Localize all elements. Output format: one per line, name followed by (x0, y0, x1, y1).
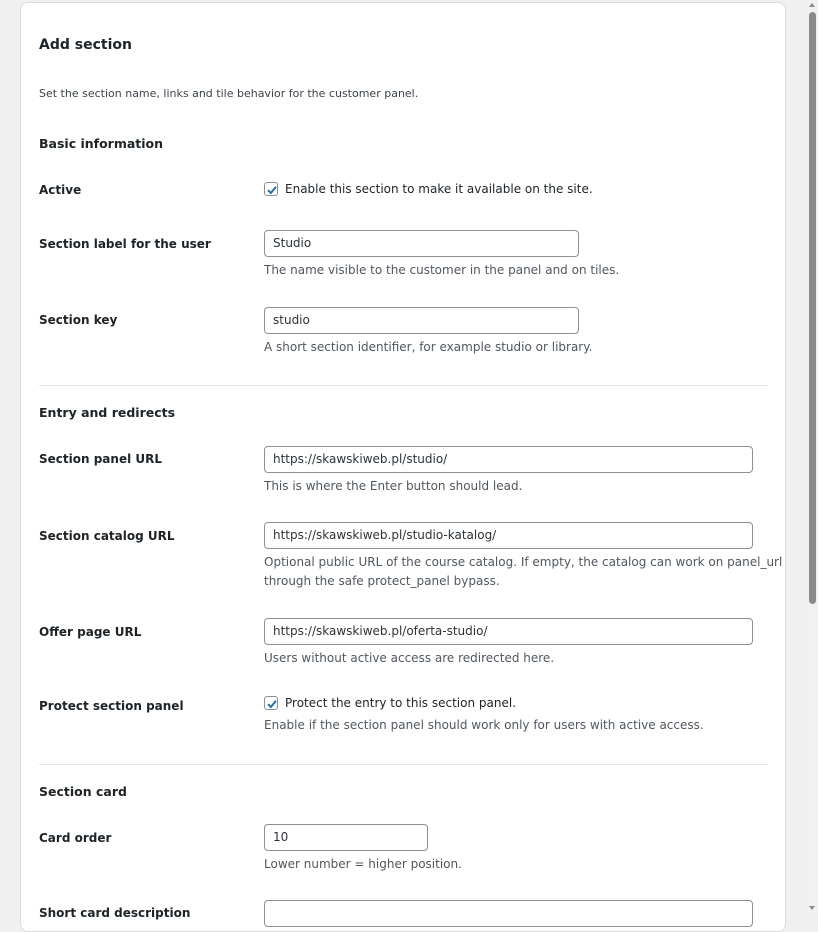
section-key-input[interactable]: studio (264, 307, 579, 334)
short-description-input[interactable] (264, 900, 753, 927)
active-label: Active (39, 183, 82, 197)
panel-url-help: This is where the Enter button should lead. (264, 479, 523, 493)
offer-url-input[interactable]: https://skawskiweb.pl/oferta-studio/ (264, 618, 753, 645)
offer-url-label: Offer page URL (39, 625, 142, 639)
card-order-label: Card order (39, 831, 112, 845)
protect-panel-checkbox[interactable] (264, 696, 278, 710)
scroll-down-arrow-icon[interactable] (809, 906, 815, 910)
section-label-help: The name visible to the customer in the panel and on tiles. (264, 263, 620, 277)
section-key-label: Section key (39, 313, 118, 327)
catalog-url-input[interactable]: https://skawskiweb.pl/studio-katalog/ (264, 522, 753, 549)
protect-panel-checkbox-label[interactable]: Protect the entry to this section panel. (285, 696, 517, 710)
section-label-input[interactable]: Studio (264, 230, 579, 257)
catalog-url-label: Section catalog URL (39, 529, 175, 543)
section-key-help: A short section identifier, for example studio or library. (264, 340, 593, 354)
scroll-up-arrow-icon[interactable] (809, 3, 815, 7)
panel-url-input[interactable]: https://skawskiweb.pl/studio/ (264, 446, 753, 473)
active-checkbox-label[interactable]: Enable this section to make it available on the site. (285, 182, 593, 196)
short-description-label: Short card description (39, 906, 191, 920)
add-section-card (20, 2, 786, 932)
section-label-label: Section label for the user (39, 237, 211, 251)
card-order-input[interactable]: 10 (264, 824, 428, 851)
section-heading-card: Section card (39, 784, 127, 799)
active-checkbox[interactable] (264, 182, 278, 196)
divider (39, 764, 768, 765)
checkmark-icon (265, 697, 279, 711)
page-description: Set the section name, links and tile behavior for the customer panel. (39, 87, 419, 100)
page-scrollbar[interactable] (806, 0, 818, 913)
card-order-help: Lower number = higher position. (264, 857, 462, 871)
page-title: Add section (39, 37, 132, 53)
protect-panel-label: Protect section panel (39, 699, 184, 713)
protect-panel-help: Enable if the section panel should work only for users with active access. (264, 718, 704, 732)
scrollbar-thumb[interactable] (809, 12, 816, 604)
catalog-url-help-line1: Optional public URL of the course catalog. If empty, the catalog can work on panel_url (264, 555, 783, 569)
divider (39, 385, 768, 386)
checkmark-icon (265, 183, 279, 197)
section-heading-basic: Basic information (39, 136, 164, 151)
catalog-url-help-line2: through the safe protect_panel bypass. (264, 574, 500, 588)
section-heading-entry: Entry and redirects (39, 405, 176, 420)
panel-url-label: Section panel URL (39, 452, 162, 466)
offer-url-help: Users without active access are redirected here. (264, 651, 555, 665)
